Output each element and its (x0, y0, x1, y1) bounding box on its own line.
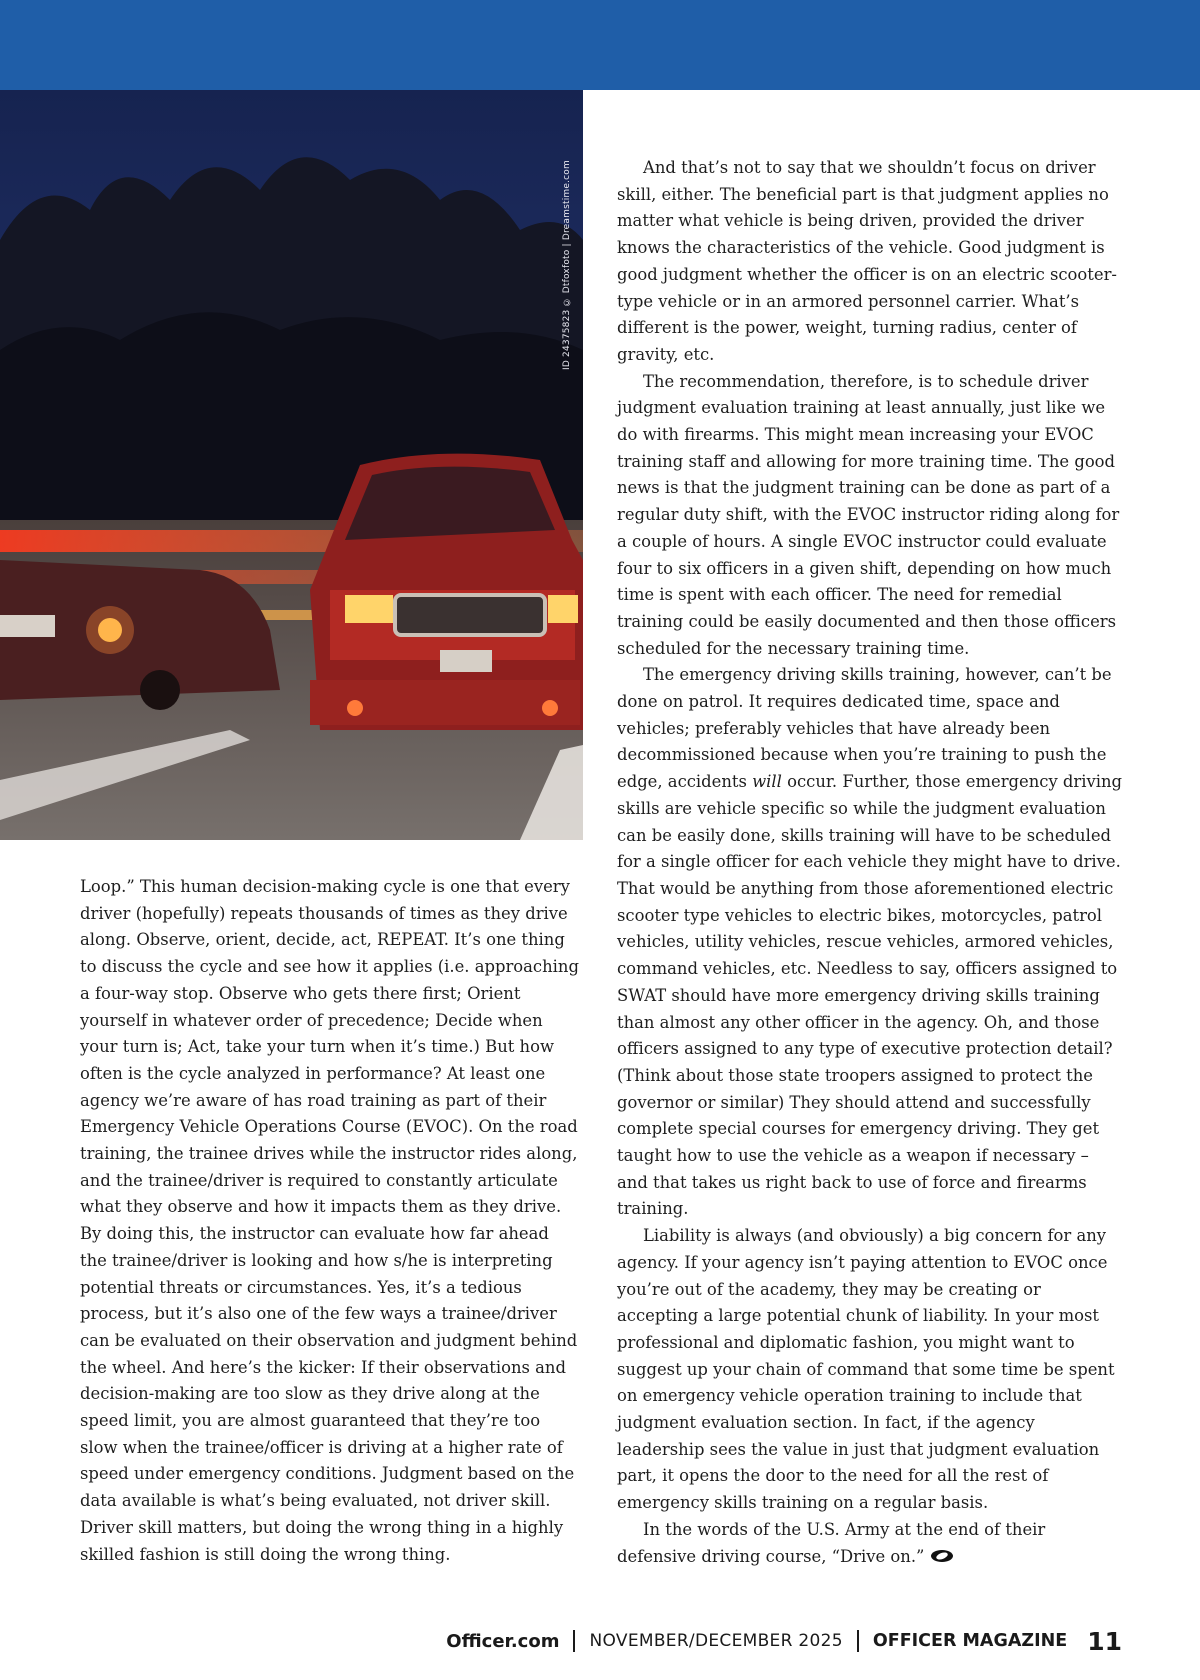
paragraph: Loop.” This human decision-making cycle is one that every driver (hopefully) repeats thousands of times as they drive along. Observe, orient, decide, act, REPEAT. It’s one thing to discuss the cycle and see how it applies (i.e. approaching a four-way stop. Observe who gets there first; Orient yourself in whatever order of precedence; Decide when your turn is; Act, take your turn when it’s time.) But how often is the cycle analyzed in performance? At least one agency we’re aware of has road training as part of their Emergency Vehicle Operations Course (EVOC). On the road training, the trainee drives while the instructor rides along, and the trainee/driver is required to constantly articulate what they observe and how it impacts them as they drive. By doing this, the instructor can evaluate how far ahead the trainee/driver is looking and how s/he is interpreting potential threats or circumstances. Yes, it’s a tedious process, but it’s also one of the few ways a trainee/driver can be evaluated on their observation and judgment behind the wheel. And here’s the kicker: If their observations and decision-making are too slow as they drive along at the speed limit, you are almost guaranteed that they’re too slow when the trainee/officer is driving at a higher rate of speed under emergency conditions. Judgment based on the data available is what’s being evaluated, not driver skill. Driver skill matters, but doing the wrong thing in a highly skilled fashion is still doing the wrong thing. (80, 877, 579, 1564)
article-column-right (617, 155, 1124, 1570)
text-run: In the words of the U.S. Army at the end of their defensive driving course, “Drive on.” (617, 1519, 1046, 1566)
photo-credit: ID 24375823 © Dtfoxfoto | Dreamstime.com (562, 160, 572, 370)
text-run: The emergency driving skills training, however, can’t be done on patrol. It requires dedicated time, space and vehicles; preferably vehicles that have already been decommissioned because when you’re training to push the edge, accidents (617, 665, 1112, 792)
paragraph (617, 662, 1124, 1223)
footer-issue: NOVEMBER/DECEMBER 2025 (589, 1631, 843, 1651)
footer-magazine: OFFICER MAGAZINE (872, 1631, 1068, 1651)
emphasis: will (752, 772, 782, 792)
paragraph-final (617, 1517, 1124, 1570)
article-column-left (80, 874, 580, 1568)
paragraph: The recommendation, therefore, is to schedule driver judgment evaluation training at least annually, just like we do with firearms. This might mean increasing your EVOC training staff and allowing for more training time. The good news is that the judgment training can be done as part of a regular duty shift, with the EVOC instructor riding along for a couple of hours. A single EVOC instructor could evaluate four to six officers in a given shift, depending on how much time is spent with each officer. The need for remedial training could be easily documented and then those officers scheduled for the necessary training time. (617, 371, 1120, 658)
page-number: 11 (1087, 1626, 1122, 1656)
paragraph: And that’s not to say that we shouldn’t focus on driver skill, either. The beneficial part is that judgment applies no matter what vehicle is being driven, provided the driver knows the characteristics of the vehicle. Good judgment is good judgment whether the officer is on an electric scooter-type vehicle or in an armored personnel carrier. What’s different is the power, weight, turning radius, center of gravity, etc. (617, 158, 1117, 364)
footer-site: Officer.com (446, 1630, 560, 1652)
paragraph: Liability is always (and obviously) a big concern for any agency. If your agency isn’t paying attention to EVOC once you’re out of the academy, they may be creating or accepting a large potential chunk of liability. In your most professional and diplomatic fashion, you might want to suggest up your chain of command that some time be spent on emergency vehicle operation training to include that judgment evaluation section. In fact, if the agency leadership sees the value in just that judgment evaluation part, it opens the door to the need for all the rest of emergency skills training on a regular basis. (617, 1226, 1115, 1513)
article-photo (0, 90, 583, 840)
footer-divider (573, 1630, 575, 1652)
header-band (0, 0, 1200, 90)
end-of-article-icon (930, 1549, 954, 1563)
traffic-night-photo (0, 90, 583, 840)
text-run: occur. Further, those emergency driving skills are vehicle specific so while the judgment evaluation can be easily done, skills training will have to be scheduled for a single officer for each vehicle they might have to drive. That would be anything from those aforementioned electric scooter type vehicles to electric bikes, motorcycles, patrol vehicles, utility vehicles, rescue vehicles, armored vehicles, command vehicles, etc. Needless to say, officers assigned to SWAT should have more emergency driving skills training than almost any other officer in the agency. Oh, and those officers assigned to any type of executive protection detail? (Think about those state troopers assigned to protect the governor or similar) They should attend and successfully complete special courses for emergency driving. They get taught how to use the vehicle as a weapon if necessary – and that takes us right back to use of force and firearms training. (617, 772, 1123, 1219)
page-footer (446, 1626, 1122, 1656)
footer-divider (857, 1630, 859, 1652)
